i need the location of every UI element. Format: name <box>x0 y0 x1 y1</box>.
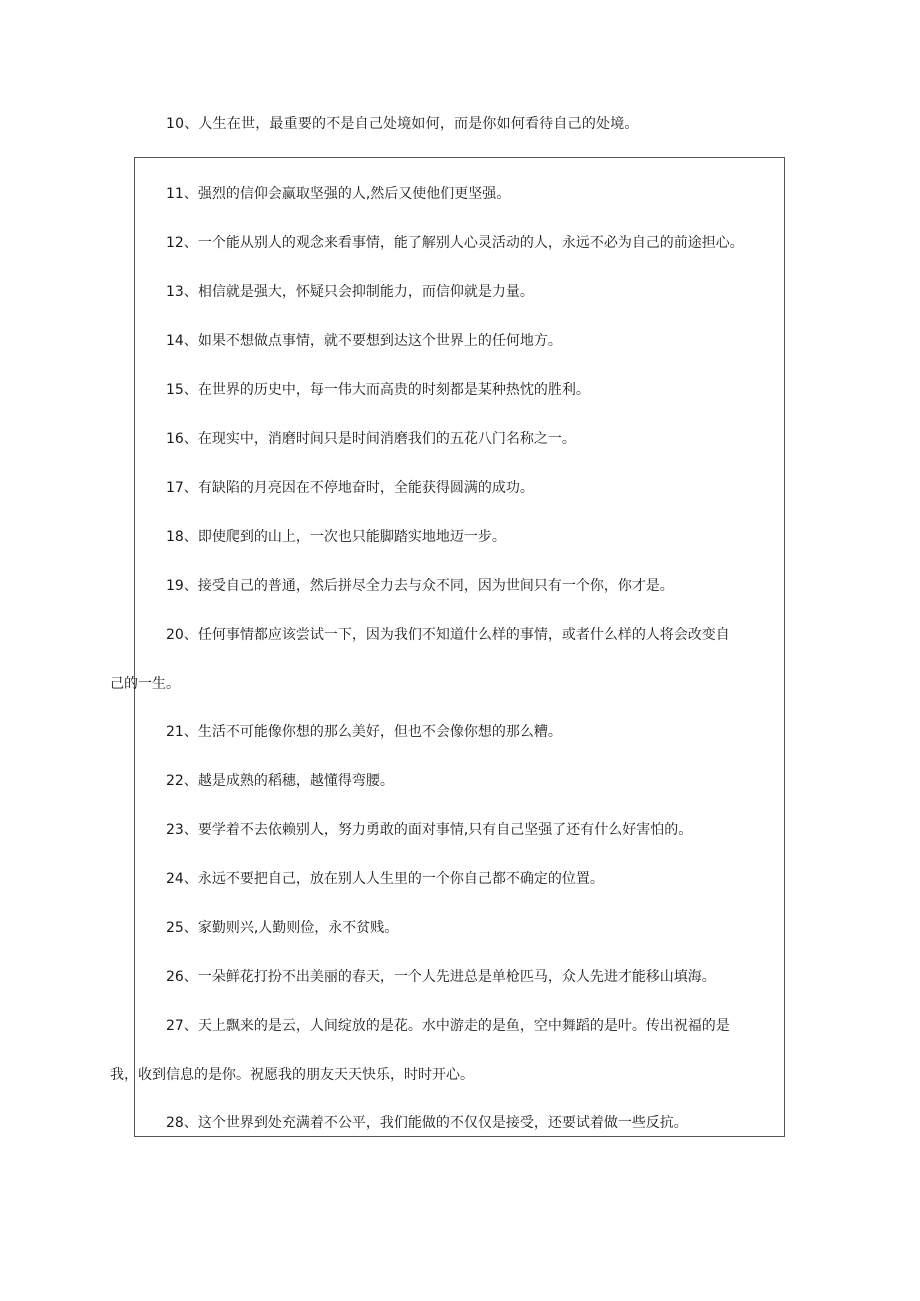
quote-item-20: 20、任何事情都应该尝试一下，因为我们不知道什么样的事情，或者什么样的人将会改变自 <box>166 627 730 643</box>
quote-item-27: 27、天上飘来的是云，人间绽放的是花。水中游走的是鱼，空中舞蹈的是叶。传出祝福的是 <box>166 1018 730 1034</box>
quote-item-15: 15、在世界的历史中，每一伟大而高贵的时刻都是某种热忱的胜利。 <box>166 382 590 398</box>
quote-item-25: 25、家勤则兴,人勤则俭，永不贫贱。 <box>166 920 399 936</box>
quote-item-21: 21、生活不可能像你想的那么美好，但也不会像你想的那么糟。 <box>166 724 562 740</box>
quote-item-19: 19、接受自己的普通，然后拼尽全力去与众不同，因为世间只有一个你，你才是。 <box>166 578 674 594</box>
quote-item-17: 17、有缺陷的月亮因在不停地奋时，全能获得圆满的成功。 <box>166 480 534 496</box>
quotes-frame <box>134 157 785 1137</box>
quote-item-24: 24、永远不要把自己，放在别人人生里的一个你自己都不确定的位置。 <box>166 871 604 887</box>
quote-item-22: 22、越是成熟的稻穗，越懂得弯腰。 <box>166 773 394 789</box>
quote-item-18: 18、即使爬到的山上，一次也只能脚踏实地地迈一步。 <box>166 529 506 545</box>
quote-item-26: 26、一朵鲜花打扮不出美丽的春天，一个人先进总是单枪匹马，众人先进才能移山填海。 <box>166 969 716 985</box>
quote-item-10: 10、人生在世，最重要的不是自己处境如何，而是你如何看待自己的处境。 <box>166 116 639 132</box>
quote-item-23: 23、要学着不去依赖别人，努力勇敢的面对事情,只有自己坚强了还有什么好害怕的。 <box>166 822 693 838</box>
quote-item-20-continued: 己的一生。 <box>110 676 180 692</box>
quote-item-11: 11、强烈的信仰会赢取坚强的人,然后又使他们更坚强。 <box>166 186 511 202</box>
quote-item-12: 12、一个能从别人的观念来看事情，能了解别人心灵活动的人，永远不必为自己的前途担心。 <box>166 235 744 251</box>
quote-item-13: 13、相信就是强大，怀疑只会抑制能力，而信仰就是力量。 <box>166 284 534 300</box>
quote-item-27-continued: 我，收到信息的是你。祝愿我的朋友天天快乐，时时开心。 <box>110 1067 474 1083</box>
quote-item-14: 14、如果不想做点事情，就不要想到达这个世界上的任何地方。 <box>166 333 562 349</box>
quote-item-28: 28、这个世界到处充满着不公平，我们能做的不仅仅是接受，还要试着做一些反抗。 <box>166 1115 688 1131</box>
quote-item-16: 16、在现实中，消磨时间只是时间消磨我们的五花八门名称之一。 <box>166 431 576 447</box>
